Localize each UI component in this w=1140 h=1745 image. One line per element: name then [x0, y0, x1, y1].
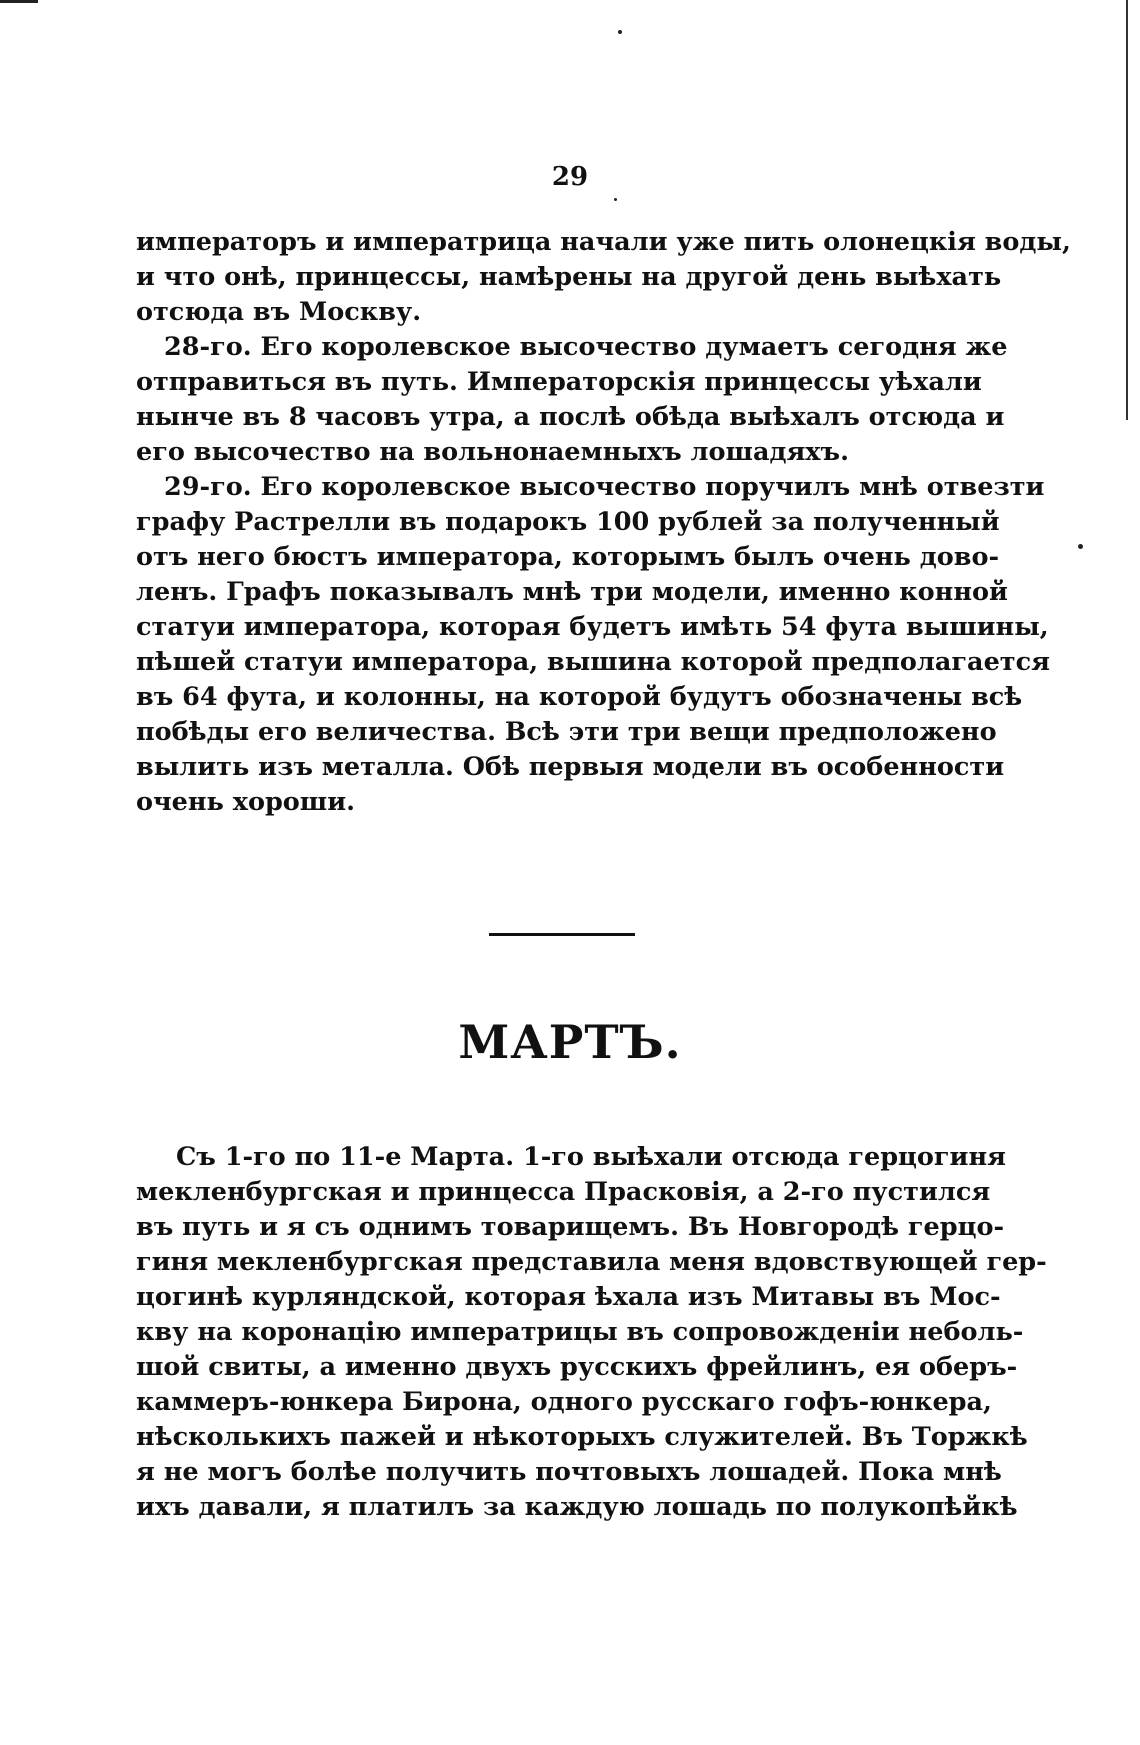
- text-line: гиня мекленбургская представила меня вдовствующей гер-: [136, 1247, 1047, 1277]
- text-line: въ 64 фута, и колонны, на которой будутъ обозначены всѣ: [136, 682, 1023, 712]
- section-heading: МАРТЪ.: [458, 1015, 682, 1069]
- text-line: 28-го. Его королевское высочество думаетъ сегодня же: [164, 332, 1008, 362]
- text-line: императоръ и императрица начали уже пить олонецкія воды,: [136, 227, 1071, 257]
- text-line: отправиться въ путь. Императорскія принцессы уѣхали: [136, 367, 982, 397]
- text-line: цогинѣ курляндской, которая ѣхала изъ Митавы въ Мос-: [136, 1282, 1001, 1312]
- text-line: и что онѣ, принцессы, намѣрены на другой день выѣхать: [136, 262, 1002, 292]
- top-text-block: [136, 225, 1071, 820]
- march-text-block: [136, 1140, 1047, 1525]
- text-line: въ путь и я съ однимъ товарищемъ. Въ Новгородѣ герцо-: [136, 1212, 1005, 1242]
- text-line: 29-го. Его королевское высочество поручилъ мнѣ отвезти: [164, 472, 1045, 502]
- text-line: ленъ. Графъ показывалъ мнѣ три модели, именно конной: [136, 577, 1008, 607]
- section-divider: [489, 933, 635, 936]
- text-line: очень хороши.: [136, 787, 355, 817]
- text-line: побѣды его величества. Всѣ эти три вещи предположено: [136, 717, 997, 747]
- text-line: нынче въ 8 часовъ утра, а послѣ обѣда выѣхалъ отсюда и: [136, 402, 1005, 432]
- text-line: ихъ давали, я платилъ за каждую лошадь по полукопѣйкѣ: [136, 1492, 1018, 1522]
- text-line: я не могъ болѣе получить почтовыхъ лошадей. Пока мнѣ: [136, 1457, 1002, 1487]
- scan-speck: [1078, 544, 1083, 549]
- text-line: отъ него бюстъ императора, которымъ былъ очень дово-: [136, 542, 1000, 572]
- text-line: Съ 1-го по 11-е Марта. 1-го выѣхали отсюда герцогиня: [176, 1142, 1006, 1172]
- text-line: вылить изъ металла. Обѣ первыя модели въ особенности: [136, 752, 1005, 782]
- text-line: нѣсколькихъ пажей и нѣкоторыхъ служителей. Въ Торжкѣ: [136, 1422, 1028, 1452]
- text-line: шой свиты, а именно двухъ русскихъ фрейлинъ, ея оберъ-: [136, 1352, 1018, 1382]
- text-line: отсюда въ Москву.: [136, 297, 422, 327]
- scan-speck: [618, 30, 622, 34]
- scan-edge-right: [1126, 0, 1128, 420]
- text-line: его высочество на вольнонаемныхъ лошадяхъ.: [136, 437, 849, 467]
- text-line: кву на коронацію императрицы въ сопровожденіи неболь-: [136, 1317, 1024, 1347]
- text-line: мекленбургская и принцесса Прасковія, а 2-го пустился: [136, 1177, 991, 1207]
- scan-speck: [614, 198, 617, 201]
- text-line: графу Растрелли въ подарокъ 100 рублей за полученный: [136, 507, 1000, 537]
- text-line: статуи императора, которая будетъ имѣть 54 фута вышины,: [136, 612, 1049, 642]
- page-number: 29: [551, 162, 589, 192]
- text-line: каммеръ-юнкера Бирона, одного русскаго гофъ-юнкера,: [136, 1387, 992, 1417]
- scan-edge-top: [0, 0, 38, 3]
- text-line: пѣшей статуи императора, вышина которой предполагается: [136, 647, 1050, 677]
